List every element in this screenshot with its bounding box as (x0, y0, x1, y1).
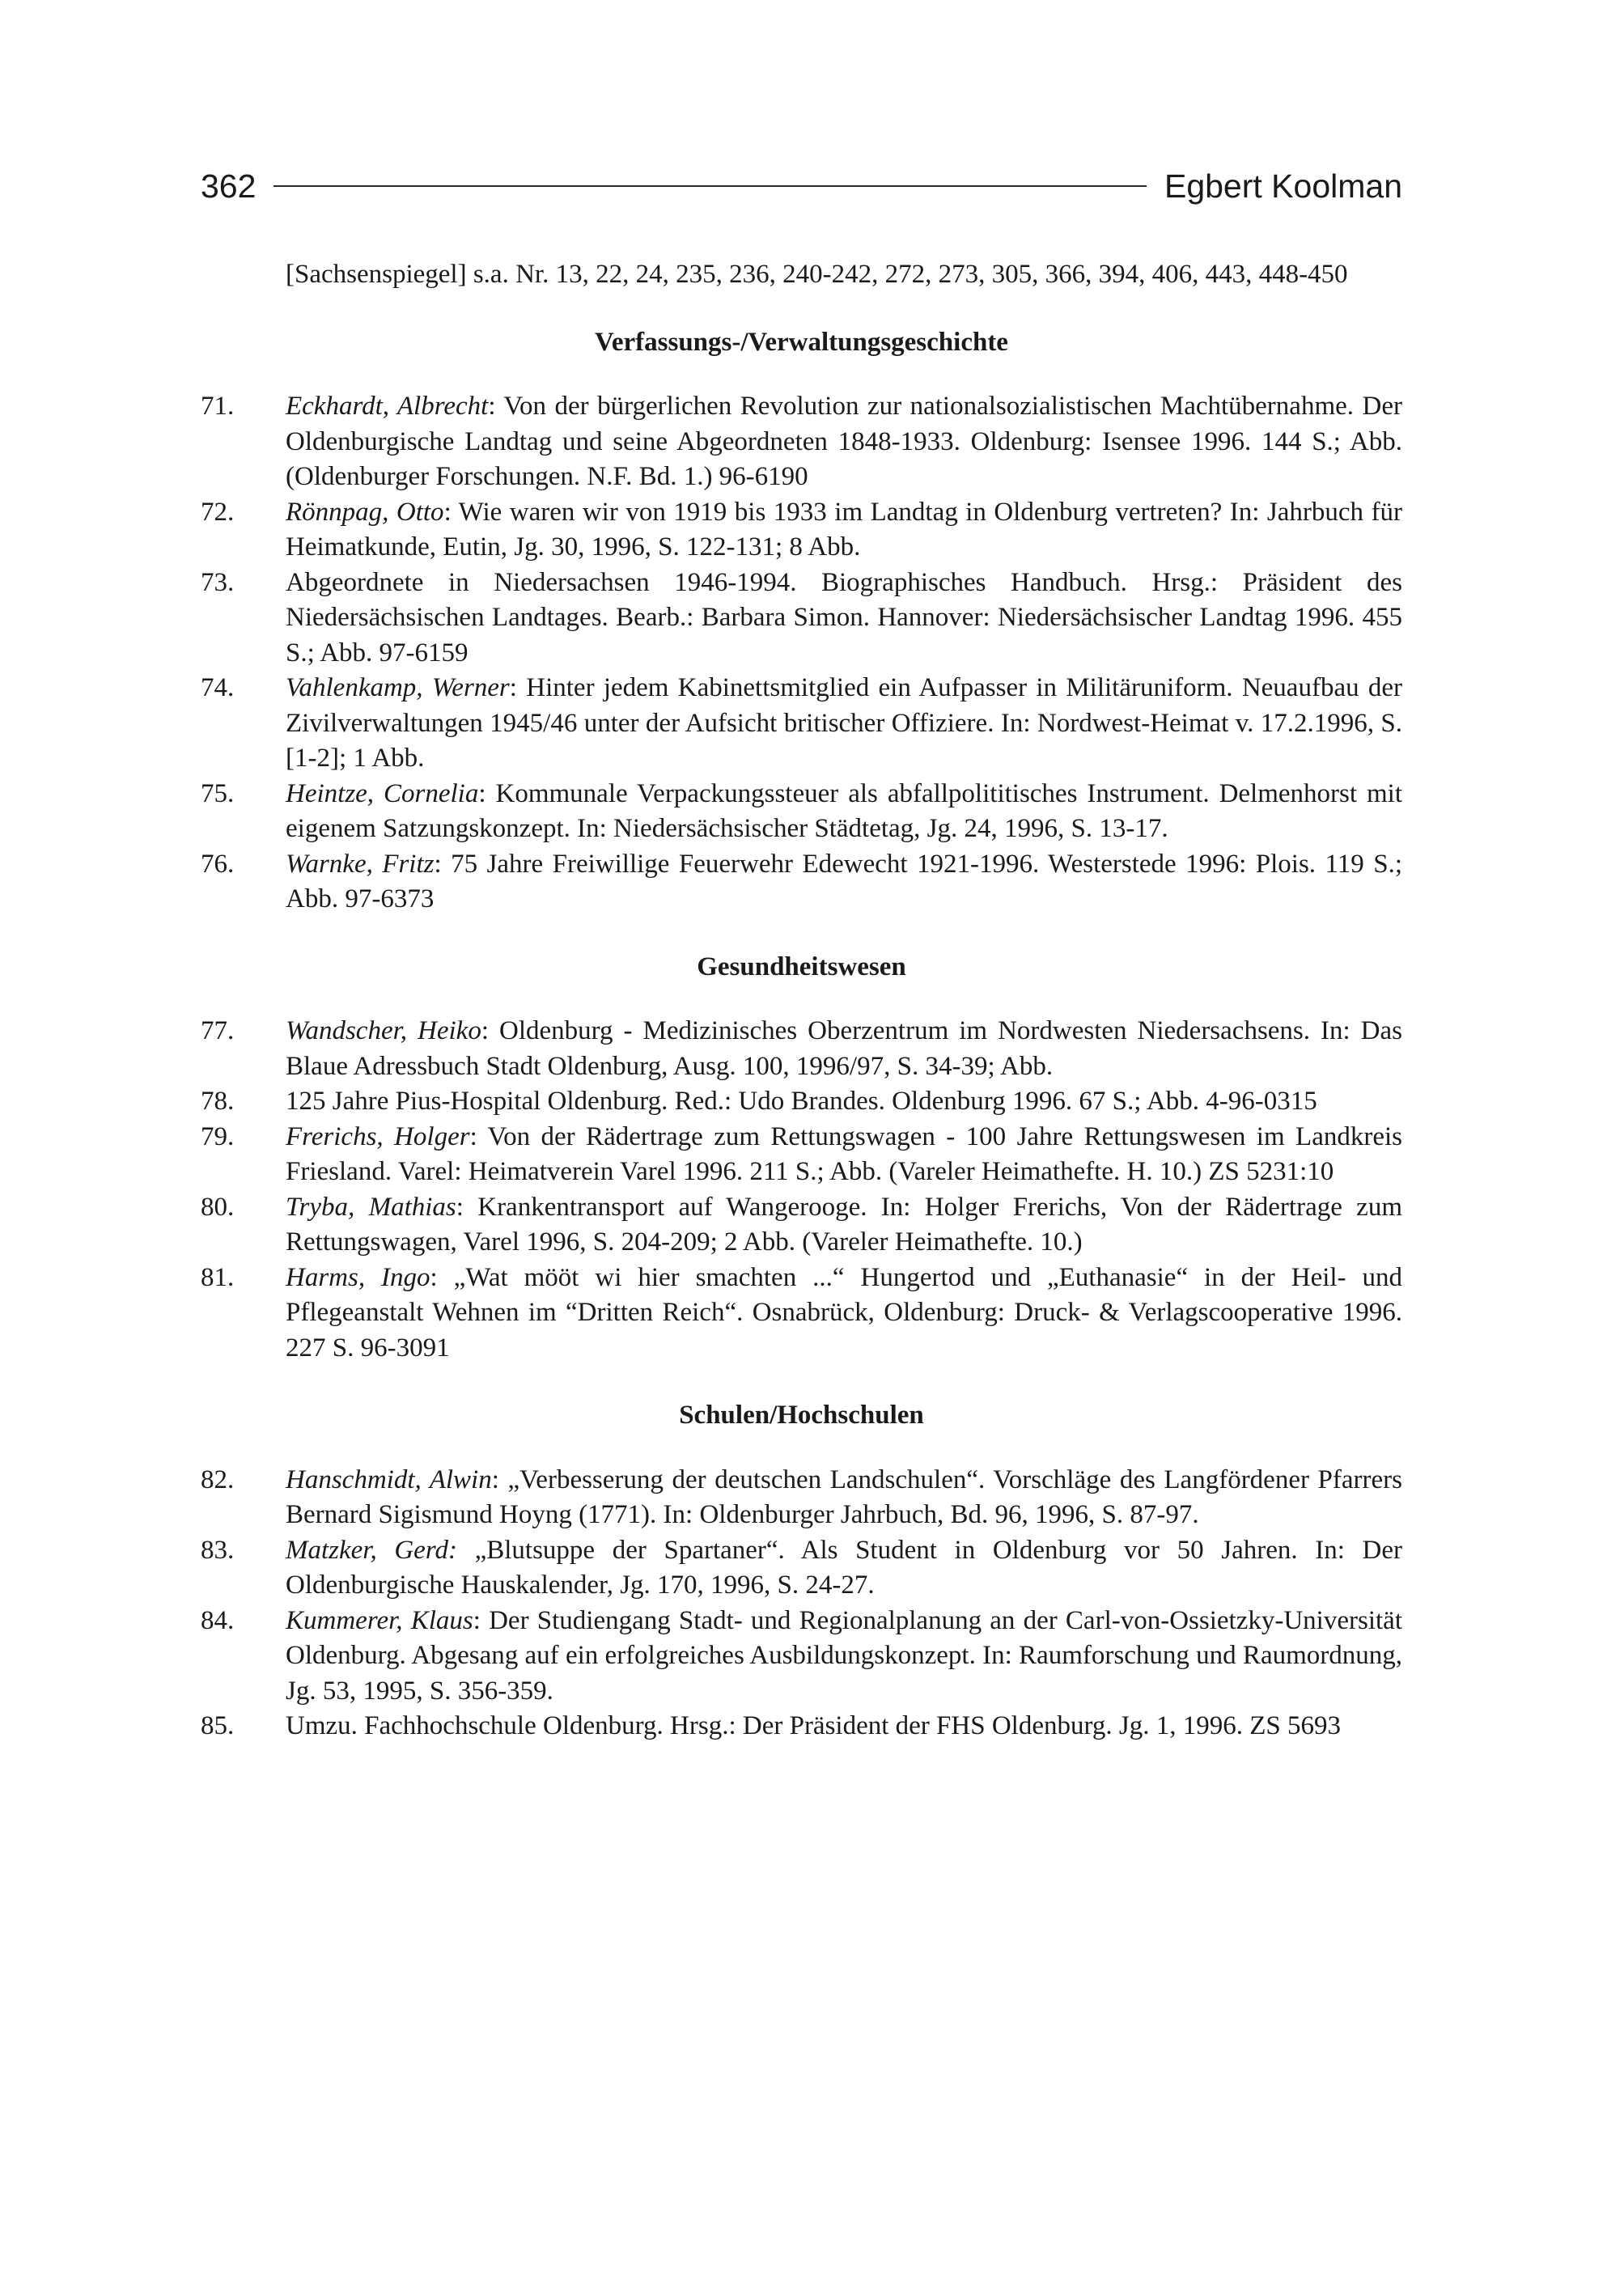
bibliography-entry (201, 566, 1402, 672)
entry-author: Matzker, Gerd: (286, 1535, 457, 1565)
entry-author: Warnke, Fritz (286, 849, 435, 879)
bibliography-entry (201, 1604, 1402, 1710)
header-rule (273, 185, 1147, 187)
entry-text: Abgeordnete in Niedersachsen 1946-1994. Biographisches Handbuch. Hrsg.: Präsident des Niedersächsischen Landtages. Bearb.: Barbara Simon. Hannover: Niedersächsischer Landtag 1996. 455 S.; Abb. 97-6159 (286, 567, 1402, 668)
page-number: 362 (201, 167, 257, 205)
entry-number: 73. (201, 567, 235, 597)
entry-number: 77. (201, 1016, 235, 1045)
entry-number: 74. (201, 673, 235, 702)
continuation-text: [Sachsenspiegel] s.a. Nr. 13, 22, 24, 235, 236, 240-242, 272, 273, 305, 366, 394, 406, 443, 448-450 (286, 260, 1348, 289)
entry-author: Wandscher, Heiko (286, 1016, 481, 1045)
entry-number: 80. (201, 1192, 235, 1222)
entry-author: Tryba, Mathias (286, 1192, 456, 1222)
entry-text: Heintze, Cornelia: Kommunale Verpackungssteuer als abfallpolititisches Instrument. Delmenhorst mit eigenem Satzungskonzept. In: Niedersächsischer Städtetag, Jg. 24, 1996, S. 13-17. (286, 778, 1402, 843)
entry-author: Harms, Ingo (286, 1262, 430, 1292)
entry-text: 125 Jahre Pius-Hospital Oldenburg. Red.: Udo Brandes. Oldenburg 1996. 67 S.; Abb. 4-96-0315 (286, 1087, 1317, 1116)
entry-number: 79. (201, 1121, 235, 1151)
entry-number: 75. (201, 778, 235, 808)
entry-text: Umzu. Fachhochschule Oldenburg. Hrsg.: Der Präsident der FHS Oldenburg. Jg. 1, 1996. ZS 5693 (286, 1711, 1341, 1740)
sections (201, 325, 1402, 1744)
entry-text: Harms, Ingo: „Wat mööt wi hier smachten ...“ Hungertod und „Euthanasie“ in der Heil- und Pflegeanstalt Wehnen im “Dritten Reich“. Osnabrück, Oldenburg: Druck- & Verlagscooperative 1996. 227 S. 96-3091 (286, 1262, 1402, 1363)
bibliography-entry (201, 495, 1402, 566)
entry-text: Tryba, Mathias: Krankentransport auf Wangerooge. In: Holger Frerichs, Von der Rädertrage zum Rettungswagen, Varel 1996, S. 204-209; 2 Abb. (Vareler Heimathefte. 10.) (286, 1192, 1402, 1257)
entry-text: Frerichs, Holger: Von der Rädertrage zum Rettungswagen - 100 Jahre Rettungswesen im Landkreis Friesland. Varel: Heimatverein Varel 1996. 211 S.; Abb. (Vareler Heimathefte. H. 10.) ZS 5231:10 (286, 1121, 1402, 1186)
section-heading: Gesundheitswesen (697, 952, 906, 981)
entry-author: Vahlenkamp, Werner (286, 673, 510, 702)
entry-text: Eckhardt, Albrecht: Von der bürgerlichen Revolution zur nationalsozialistischen Machtübernahme. Der Oldenburgische Landtag und seine Abgeordneten 1848-1933. Oldenburg: Isensee 1996. 144 S.; Abb. (Oldenburger Forschungen. N.F. Bd. 1.) 96-6190 (286, 392, 1402, 491)
entry-text: Vahlenkamp, Werner: Hinter jedem Kabinettsmitglied ein Aufpasser in Militäruniform. Neuaufbau der Zivilverwaltungen 1945/46 unter der Aufsicht britischer Offiziere. In: Nordwest-Heimat v. 17.2.1996, S. [1-2]; 1 Abb. (286, 673, 1403, 773)
bibliography-entry (201, 1463, 1402, 1533)
entry-number: 83. (201, 1535, 235, 1565)
bibliography-entry (201, 1709, 1402, 1744)
bibliography-entry (201, 1014, 1402, 1084)
entry-text: Rönnpag, Otto: Wie waren wir von 1919 bis 1933 im Landtag in Oldenburg vertreten? In: Jahrbuch für Heimatkunde, Eutin, Jg. 30, 1996, S. 122-131; 8 Abb. (286, 497, 1402, 562)
bibliography-body (201, 257, 1402, 1744)
section-heading: Verfassungs-/Verwaltungsgeschichte (595, 327, 1008, 357)
entry-number: 72. (201, 497, 235, 527)
entry-text: Hanschmidt, Alwin: „Verbesserung der deutschen Landschulen“. Vorschläge des Langfördener Pfarrers Bernard Sigismund Hoyng (1771). In: Oldenburger Jahrbuch, Bd. 96, 1996, S. 87-97. (286, 1464, 1402, 1529)
bibliography-entry (201, 389, 1402, 495)
entry-author: Frerichs, Holger (286, 1121, 470, 1151)
entry-author: Kummerer, Klaus (286, 1605, 473, 1635)
entry-text: Warnke, Fritz: 75 Jahre Freiwillige Feuerwehr Edewecht 1921-1996. Westerstede 1996: Plois. 119 S.; Abb. 97-6373 (286, 849, 1402, 913)
running-author: Egbert Koolman (1164, 167, 1402, 205)
entry-number: 85. (201, 1711, 235, 1740)
entry-number: 71. (201, 392, 235, 421)
bibliography-entry (201, 1084, 1402, 1120)
entry-number: 78. (201, 1087, 235, 1116)
entry-author: Hanschmidt, Alwin (286, 1464, 492, 1494)
bibliography-entry (201, 1120, 1402, 1190)
section-heading: Schulen/Hochschulen (679, 1401, 924, 1430)
bibliography-entry (201, 671, 1402, 777)
entry-number: 81. (201, 1262, 235, 1292)
entry-text: Matzker, Gerd: „Blutsuppe der Spartaner“. Als Student in Oldenburg vor 50 Jahren. In: Der Oldenburgische Hauskalender, Jg. 170, 1996, S. 24-27. (286, 1535, 1403, 1600)
entry-number: 82. (201, 1464, 235, 1494)
running-header (201, 162, 1402, 210)
bibliography-entry (201, 847, 1402, 918)
entry-author: Rönnpag, Otto (286, 497, 444, 527)
entry-text: Kummerer, Klaus: Der Studiengang Stadt- und Regionalplanung an der Carl-von-Ossietzky-Universität Oldenburg. Abgesang auf ein erfolgreiches Ausbildungskonzept. In: Raumforschung und Raumordnung, Jg. 53, 1995, S. 356-359. (286, 1605, 1402, 1706)
bibliography-entry (201, 1533, 1402, 1604)
entry-text: Wandscher, Heiko: Oldenburg - Medizinisches Oberzentrum im Nordwesten Niedersachsens. In: Das Blaue Adressbuch Stadt Oldenburg, Ausg. 100, 1996/97, S. 34-39; Abb. (286, 1016, 1402, 1081)
entry-author: Heintze, Cornelia (286, 778, 479, 808)
entry-number: 76. (201, 849, 235, 879)
bibliography-entry (201, 1190, 1402, 1261)
bibliography-entry (201, 1261, 1402, 1367)
bibliography-entry (201, 777, 1402, 847)
entry-author: Eckhardt, Albrecht (286, 392, 489, 421)
entry-number: 84. (201, 1605, 235, 1635)
